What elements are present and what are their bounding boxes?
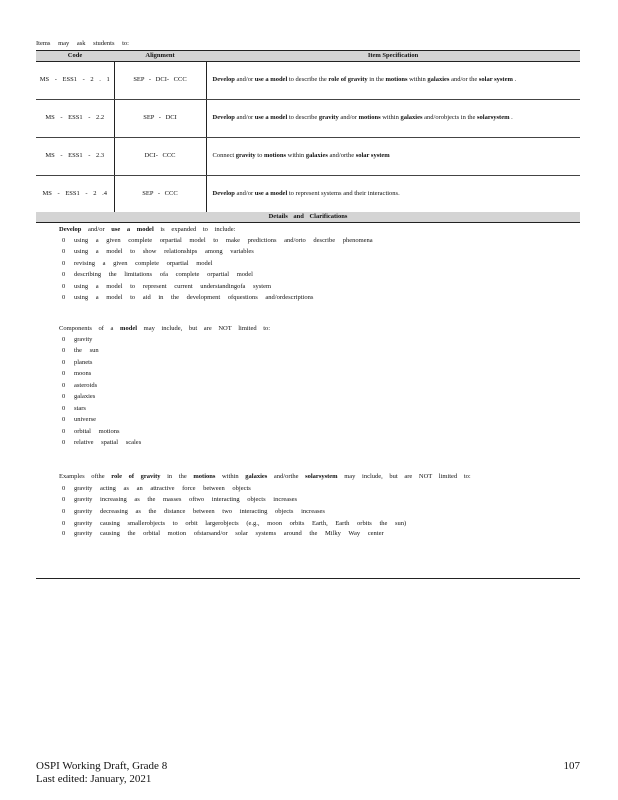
alignment-cell: DCI- CCC <box>114 138 206 176</box>
list-item <box>62 281 564 293</box>
bullet-icon: 0 <box>62 496 66 504</box>
list-item <box>62 380 564 392</box>
spec-cell: Develop and/or use a model to describe the role of gravity in the motions within galaxies and/or the solar system . <box>206 62 580 100</box>
list-item <box>62 495 564 507</box>
gravity-examples-section <box>44 471 564 540</box>
list-item-text: stars <box>74 404 86 412</box>
list-item-text: using a given complete orpartial model to make predictions and/orto describe phenomena <box>74 236 373 244</box>
list-item-text: gravity decreasing as the distance between two interacting objects increases <box>74 507 325 515</box>
footer <box>36 760 167 786</box>
header-alignment: Alignment <box>114 51 206 62</box>
list-item <box>62 334 564 346</box>
bullet-icon: 0 <box>62 507 66 515</box>
list-item-text: gravity increasing as the masses oftwo interacting objects increases <box>74 496 298 504</box>
list-item <box>62 357 564 369</box>
header-code: Code <box>36 51 114 62</box>
bullet-icon: 0 <box>62 404 66 412</box>
bullet-icon: 0 <box>62 530 66 538</box>
list-item <box>62 529 564 541</box>
table-header-row <box>36 51 580 62</box>
list-item-text: universe <box>74 416 97 424</box>
model-components-section <box>44 325 564 449</box>
list-item-text: using a model to aid in the development ofquestions and/ordescriptions <box>74 294 314 302</box>
bullet-icon: 0 <box>62 259 66 267</box>
list-item <box>62 403 564 415</box>
develop-model-list <box>62 235 564 304</box>
list-item <box>62 415 564 427</box>
bullet-icon: 0 <box>62 236 66 244</box>
list-item-text: relative spatial scales <box>74 439 142 447</box>
section-divider <box>36 578 580 579</box>
alignment-cell: SEP - DCI <box>114 100 206 138</box>
table-row <box>36 100 580 138</box>
list-item <box>62 346 564 358</box>
code-cell: MS - ESS1 - 2 . 1 <box>36 62 114 100</box>
list-item-text: moons <box>74 370 92 378</box>
list-item <box>62 258 564 270</box>
page-number: 107 <box>563 760 580 772</box>
details-header: Details and Clarifications <box>36 212 580 223</box>
list-item-text: gravity causing smallerobjects to orbit largerobjects (e.g., moon orbits Earth, Earth orbits the sun) <box>74 519 407 527</box>
list-item <box>62 426 564 438</box>
bullet-icon: 0 <box>62 427 66 435</box>
bullet-icon: 0 <box>62 358 66 366</box>
list-item <box>62 518 564 529</box>
header-item-specification: Item Specification <box>206 51 580 62</box>
bullet-icon: 0 <box>62 381 66 389</box>
list-item-text: gravity <box>74 335 93 343</box>
list-item-text: revising a given complete orpartial model <box>74 259 213 267</box>
list-item-text: orbital motions <box>74 427 120 435</box>
model-components-list <box>62 334 564 449</box>
spec-cell: Develop and/or use a model to represent systems and their interactions. <box>206 176 580 214</box>
code-cell: MS - ESS1 - 2.2 <box>36 100 114 138</box>
bullet-icon: 0 <box>62 393 66 401</box>
section-heading: Components of a model may include, but are NOT limited to: <box>59 325 271 332</box>
item-specification-table <box>36 50 580 214</box>
list-item-text: galaxies <box>74 393 96 401</box>
intro-text: Items may ask students to: <box>36 40 129 47</box>
bullet-icon: 0 <box>62 271 66 279</box>
footer-edit-date: Last edited: January, 2021 <box>36 773 152 785</box>
list-item <box>62 392 564 404</box>
table-row <box>36 176 580 214</box>
bullet-icon: 0 <box>62 347 66 355</box>
table-row <box>36 62 580 100</box>
section-heading: Examples ofthe role of gravity in the motions within galaxies and/orthe solarsystem may include, but are NOT limited to: <box>59 473 471 480</box>
list-item <box>62 235 564 247</box>
footer-draft-label: OSPI Working Draft, Grade 8 <box>36 760 168 772</box>
bullet-icon: 0 <box>62 439 66 447</box>
bullet-icon: 0 <box>62 484 66 492</box>
bullet-icon: 0 <box>62 248 66 256</box>
list-item-text: the sun <box>74 347 99 355</box>
code-cell: MS - ESS1 - 2.3 <box>36 138 114 176</box>
code-cell: MS - ESS1 - 2 .4 <box>36 176 114 214</box>
list-item-text: using a model to show relationships among variables <box>74 248 254 256</box>
gravity-examples-list <box>62 483 564 540</box>
bullet-icon: 0 <box>62 416 66 424</box>
alignment-cell: SEP - DCI- CCC <box>114 62 206 100</box>
bullet-icon: 0 <box>62 335 66 343</box>
list-item-text: planets <box>74 358 93 366</box>
bullet-icon: 0 <box>62 519 66 527</box>
list-item <box>62 270 564 282</box>
list-item-text: gravity causing the orbital motion ofstarsand/or solar systems around the Milky Way center <box>74 530 384 538</box>
list-item-text: describing the limitations ofa complete orpartial model <box>74 271 253 279</box>
alignment-cell: SEP - CCC <box>114 176 206 214</box>
bullet-icon: 0 <box>62 294 66 302</box>
spec-cell: Develop and/or use a model to describe gravity and/or motions within galaxies and/orobjects in the solarsystem . <box>206 100 580 138</box>
list-item <box>62 293 564 305</box>
section-heading: Develop and/or use a model is expanded to include: <box>59 226 236 233</box>
table-row <box>36 138 580 176</box>
spec-cell: Connect gravity to motions within galaxies and/orthe solar system <box>206 138 580 176</box>
list-item <box>62 247 564 259</box>
bullet-icon: 0 <box>62 370 66 378</box>
list-item-text: using a model to represent current understandingofa system <box>74 282 272 290</box>
develop-model-section <box>44 226 564 304</box>
list-item-text: gravity acting as an attractive force between objects <box>74 484 251 492</box>
bullet-icon: 0 <box>62 282 66 290</box>
list-item-text: asteroids <box>74 381 98 389</box>
list-item <box>62 483 564 495</box>
list-item <box>62 438 564 450</box>
list-item <box>62 506 564 518</box>
list-item <box>62 369 564 381</box>
